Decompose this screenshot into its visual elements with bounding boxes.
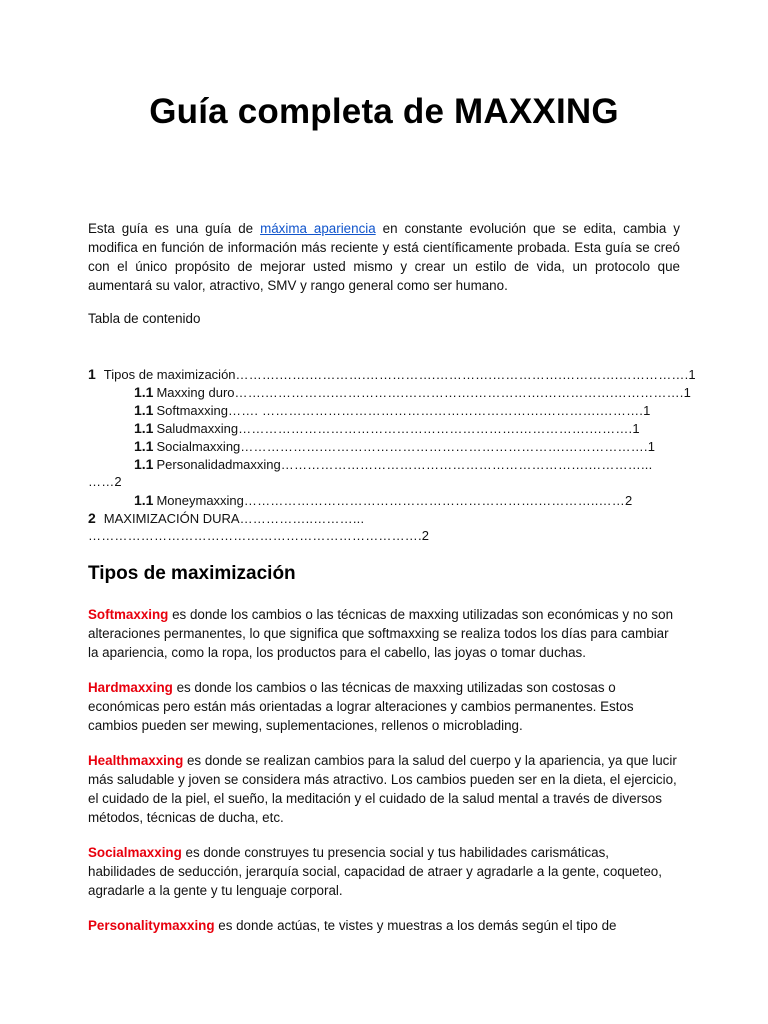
toc-entry-tipos-de-maximizacion[interactable] — [88, 366, 696, 382]
toc-entry-label: Softmaxxing — [156, 403, 229, 418]
intro-text-before: Esta guía es una guía de — [88, 221, 261, 236]
term-healthmaxxing: Healthmaxxing — [88, 753, 184, 768]
paragraph-hardmaxxing — [88, 678, 680, 735]
term-hardmaxxing: Hardmaxxing — [88, 680, 173, 695]
toc-entry-label: Personalidadmaxxing — [156, 457, 281, 472]
paragraph-personalitymaxxing — [88, 916, 680, 935]
toc-entry-label: Moneymaxxing — [156, 493, 244, 508]
toc-entry-leader: ……………………………………………………….…………….……….1 — [238, 421, 640, 436]
paragraph-healthmaxxing — [88, 751, 680, 827]
term-softmaxxing: Softmaxxing — [88, 607, 169, 622]
toc-entry-number: 1.1 — [134, 420, 154, 436]
toc-entry-label: Maxxing duro — [156, 385, 235, 400]
paragraph-text: es donde construyes tu presencia social y tus habilidades carismáticas, habilidades de seducción, jerarquía social, capacidad de atraer y agradarle a la gente, coqueteo, agradarle a la gente y tu lenguaje corporal. — [88, 845, 662, 898]
intro-text-after: en constante evolución que se edita, cambia y modifica en función de información más reciente y está científicamente probada. Esta guía se creó con el único propósito de mejorar usted mismo y crear un estilo de vida, un protocolo que aumentará su valor, atractivo, SMV y rango general como ser humano. — [88, 221, 681, 293]
paragraph-text: es donde actúas, te vistes y muestras a los demás según el tipo de — [214, 918, 617, 933]
toc-entry-personalidadmaxxing[interactable] — [134, 456, 652, 472]
toc-entry-saludmaxxing[interactable] — [134, 420, 640, 436]
toc-entry-maximizacion-dura[interactable] — [88, 510, 364, 526]
toc-entry-leader: …………………………………………………………….…………... — [280, 457, 653, 472]
paragraph-text: es donde se realizan cambios para la salud del cuerpo y la apariencia, ya que lucir más saludable y joven se considera más atractivo. Los cambios pueden ser en la dieta, el ejercicio, el cuidado de la piel, el sueño, la meditación y el cuidado de la salud mental a través de diversos métodos, técnicas de ducha, etc. — [88, 753, 677, 825]
toc-entry-number: 1.1 — [134, 456, 154, 472]
toc-heading: Tabla de contenido — [88, 311, 201, 326]
toc-entry-leader: ……….…….………….…………….………….…………….………….…………….1 — [235, 367, 696, 382]
maxima-apariencia-link[interactable]: máxima apariencia — [260, 221, 376, 236]
toc-entry-leader: ……………..………... — [239, 511, 365, 526]
toc-entry-leader: ……. ……………………………………………………….………….……….1 — [228, 403, 651, 418]
toc-entry-softmaxxing[interactable] — [134, 402, 651, 418]
term-socialmaxxing: Socialmaxxing — [88, 845, 182, 860]
toc-entry-number: 1.1 — [134, 402, 154, 418]
toc-entry-personalidadmaxxing-continued[interactable] — [88, 474, 122, 489]
paragraph-softmaxxing — [88, 605, 680, 662]
intro-paragraph — [88, 219, 680, 295]
document-title: Guía completa de MAXXING — [149, 92, 619, 131]
toc-entry-socialmaxxing[interactable] — [134, 438, 655, 454]
toc-entry-leader: ………………………………………………………………….2 — [88, 528, 430, 543]
toc-entry-number: 1.1 — [134, 492, 154, 508]
paragraph-text: es donde los cambios o las técnicas de maxxing utilizadas son costosas o económicas pero están más orientadas a lograr alteraciones y cambios permanentes. Estos cambios pueden ser mewing, suplementaciones, rellenos o microblading. — [88, 680, 634, 733]
paragraph-socialmaxxing — [88, 843, 680, 900]
toc-entry-number: 1.1 — [134, 384, 154, 400]
section-heading: Tipos de maximización — [88, 563, 296, 584]
toc-entry-number: 1.1 — [134, 438, 154, 454]
term-personalitymaxxing: Personalitymaxxing — [88, 918, 215, 933]
toc-entry-maxxing-duro[interactable] — [134, 384, 691, 400]
toc-entry-label: Tipos de maximización — [103, 367, 236, 382]
toc-entry-label: Socialmaxxing — [156, 439, 241, 454]
toc-entry-leader: ……………….……………………………………………….……………….1 — [240, 439, 656, 454]
toc-entry-maximizacion-dura-continued[interactable] — [88, 528, 429, 543]
toc-entry-leader: …….…………….…………….…………….…………….…………….…………….1 — [234, 385, 692, 400]
paragraph-text: es donde los cambios o las técnicas de maxxing utilizadas son económicas y no son alteraciones permanentes, lo que significa que softmaxxing se realiza todos los días para cambiar la apariencia, como la ropa, los productos para el cabello, las joyas o tomar duchas. — [88, 607, 674, 660]
toc-entry-leader: ………………………………………………………….…………..……2 — [243, 493, 633, 508]
toc-entry-moneymaxxing[interactable] — [134, 492, 632, 508]
toc-entry-leader: ……2 — [88, 474, 122, 489]
toc-entry-label: Saludmaxxing — [156, 421, 239, 436]
toc-entry-number: 2 — [88, 510, 96, 526]
toc-entry-number: 1 — [88, 366, 96, 382]
toc-entry-label: MAXIMIZACIÓN DURA — [103, 511, 240, 526]
